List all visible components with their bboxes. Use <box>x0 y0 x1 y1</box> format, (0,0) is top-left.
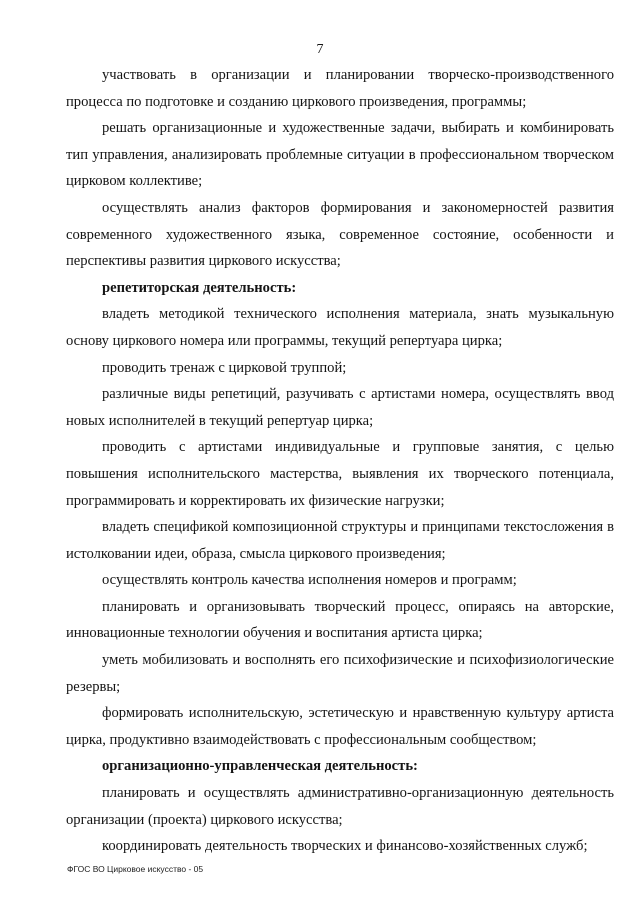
paragraph-5: владеть методикой технического исполнения материала, знать музыкальную основу циркового номера или программы, текущий репертуара цирка; <box>66 306 614 349</box>
section-heading-repetitor: репетиторская деятельность: <box>102 279 297 296</box>
paragraph-16: координировать деятельность творческих и финансово-хозяйственных служб; <box>102 838 588 855</box>
paragraph-11: планировать и организовывать творческий процесс, опираясь на авторские, инновационные технологии обучения и воспитания артиста цирка; <box>66 598 614 642</box>
page-footer: ФГОС ВО Цирковое искусство - 05 <box>67 864 204 874</box>
section-heading-management: организационно-управленческая деятельность: <box>102 758 418 775</box>
paragraph-8: проводить с артистами индивидуальные и групповые занятия, с целью повышения исполнительского мастерства, выявления их творческого потенциала, программировать и корректировать их физические нагрузки; <box>66 439 614 509</box>
document-body <box>66 62 614 860</box>
paragraph-9: владеть спецификой композиционной структуры и принципами текстосложения в истолковании идеи, образа, смысла циркового произведения; <box>66 519 614 562</box>
paragraph-13: формировать исполнительскую, эстетическую и нравственную культуру артиста цирка, продуктивно взаимодействовать с профессиональным сообществом; <box>66 705 614 748</box>
paragraph-10: осуществлять контроль качества исполнения номеров и программ; <box>102 572 517 589</box>
paragraph-12: уметь мобилизовать и восполнять его психофизические и психофизиологические резервы; <box>66 652 614 695</box>
paragraph-1: участвовать в организации и планировании творческо-производственного процесса по подготовке и созданию циркового произведения, программы; <box>66 67 614 110</box>
paragraph-7: различные виды репетиций, разучивать с артистами номера, осуществлять ввод новых исполнителей в текущий репертуар цирка; <box>66 386 614 429</box>
paragraph-6: проводить тренаж с цирковой труппой; <box>102 359 347 376</box>
paragraph-3: осуществлять анализ факторов формирования и закономерностей развития современного художественного языка, современное состояние, особенности и перспективы развития циркового искусства; <box>66 199 614 270</box>
page-number: 7 <box>316 42 324 57</box>
paragraph-2: решать организационные и художественные задачи, выбирать и комбинировать тип управления, анализировать проблемные ситуации в профессиональном творческом цирковом коллективе; <box>66 120 614 190</box>
paragraph-15: планировать и осуществлять административно-организационную деятельность организации (проекта) циркового искусства; <box>66 785 614 828</box>
